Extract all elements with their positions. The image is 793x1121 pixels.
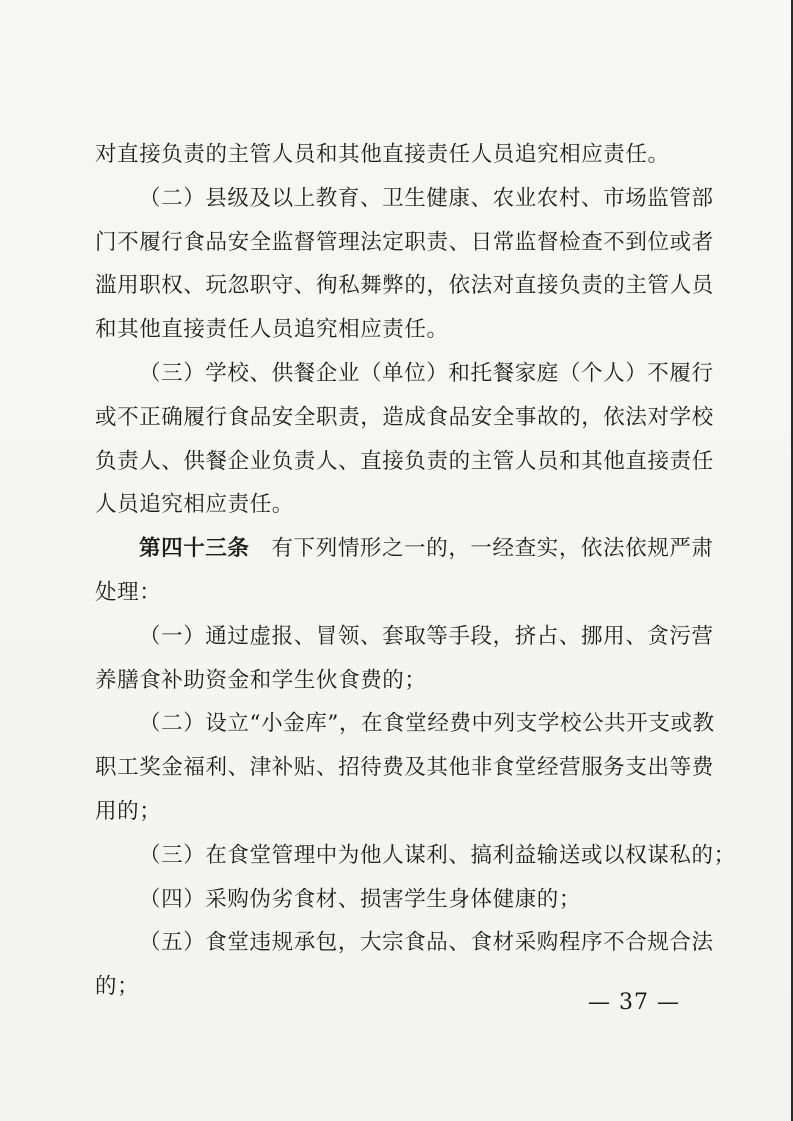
text-line: 处理：: [95, 579, 162, 605]
text-line: 滥用职权、玩忽职守、徇私舞弊的，依法对直接负责的主管人员: [95, 273, 714, 299]
text-line: （五）食堂违规承包，大宗食品、食材采购程序不合规合法: [139, 930, 714, 956]
text-line: （三）学校、供餐企业（单位）和托餐家庭（个人）不履行: [139, 360, 714, 386]
text-line: （二）县级及以上教育、卫生健康、农业农村、市场监管部: [139, 185, 714, 211]
body-text: [95, 133, 736, 1009]
text-line: 人员追究相应责任。: [95, 492, 294, 518]
article-line: [95, 527, 714, 571]
text-line: （三）在食堂管理中为他人谋利、搞利益输送或以权谋私的；: [139, 842, 736, 868]
text-line: （二）设立“小金库”，在食堂经费中列支学校公共开支或教: [139, 711, 715, 737]
text-line: 用的；: [95, 798, 162, 824]
text-line: 或不正确履行食品安全职责，造成食品安全事故的，依法对学校: [95, 404, 714, 430]
article-text: 有下列情形之一的，一经查实，依法依规严肃: [271, 536, 714, 562]
text-line: 对直接负责的主管人员和其他直接责任人员追究相应责任。: [95, 142, 670, 167]
text-line: 负责人、供餐企业负责人、直接负责的主管人员和其他直接责任: [95, 448, 714, 474]
text-line: （四）采购伪劣食材、损害学生身体健康的；: [139, 886, 582, 912]
text-line: （一）通过虚报、冒领、套取等手段，挤占、挪用、贪污营: [139, 623, 714, 649]
text-line: 的；: [95, 974, 140, 1000]
text-line: 养膳食补助资金和学生伙食费的；: [95, 667, 427, 693]
page-number: — 37 —: [588, 990, 680, 1015]
text-line: 和其他直接责任人员追究相应责任。: [95, 317, 449, 343]
article-heading: 第四十三条: [139, 536, 250, 562]
text-line: 门不履行食品安全监督管理法定职责、日常监督检查不到位或者: [95, 229, 714, 255]
text-line: 职工奖金福利、津补贴、招待费及其他非食堂经营服务支出等费: [95, 755, 714, 781]
